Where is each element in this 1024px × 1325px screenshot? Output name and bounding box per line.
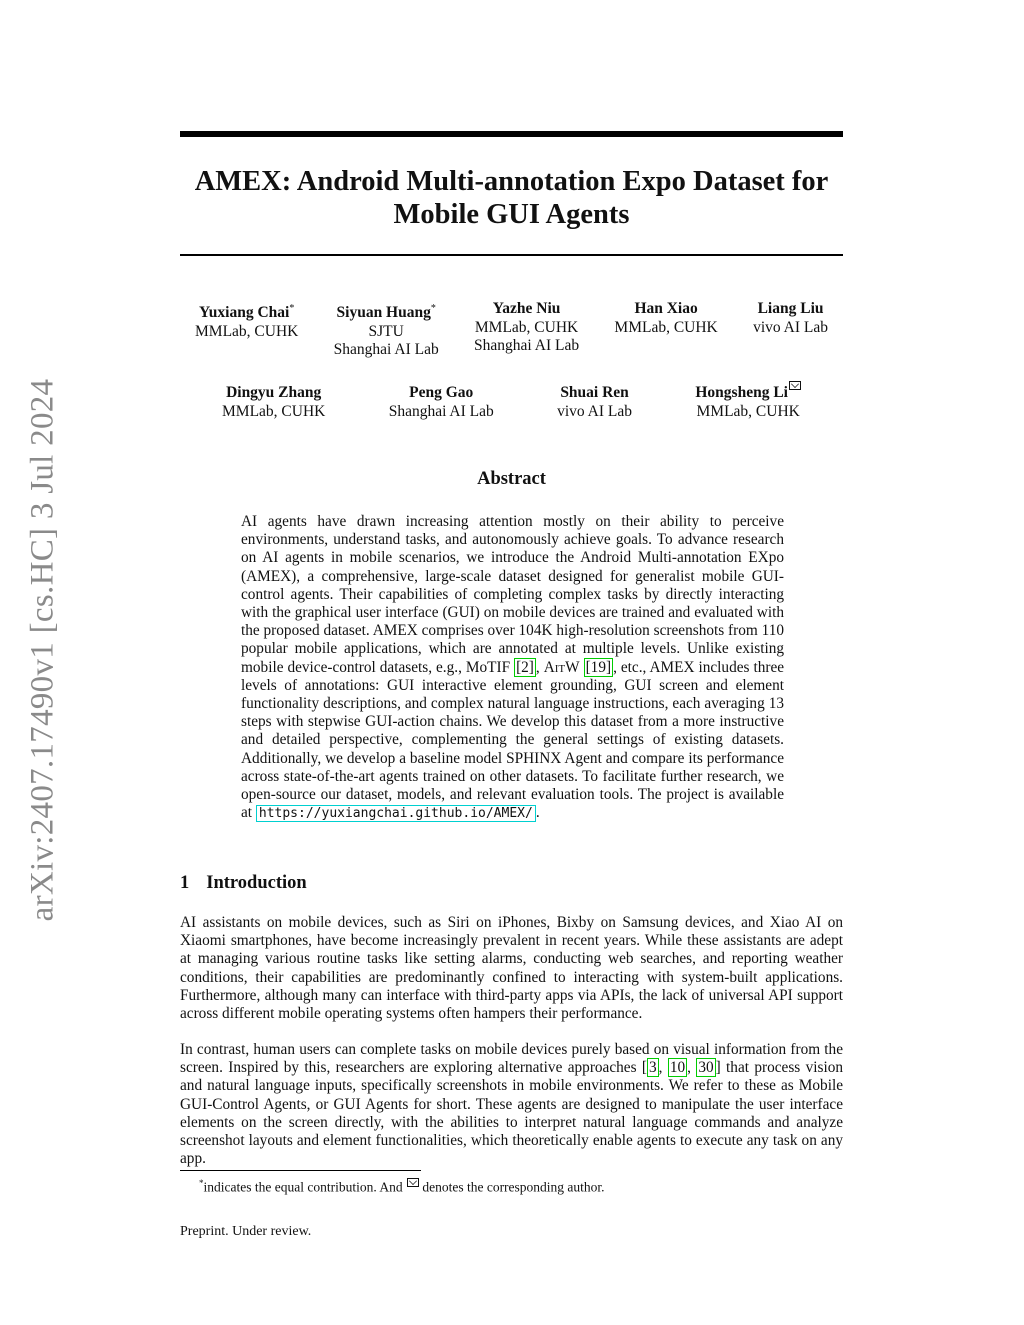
envelope-icon (789, 381, 801, 390)
author-name: Peng Gao (409, 384, 474, 401)
authors-row-1 (180, 300, 843, 360)
citation-link[interactable]: [2] (516, 658, 534, 676)
preprint-note: Preprint. Under review. (180, 1224, 312, 1239)
footnote-rule (180, 1170, 421, 1171)
abstract-heading: Abstract (477, 469, 546, 489)
author-affiliation: vivo AI Lab (557, 402, 633, 420)
author-affiliation: vivo AI Lab (753, 318, 828, 336)
citation-link[interactable]: 3 (648, 1059, 657, 1077)
author-block (195, 300, 298, 360)
author-block (753, 300, 828, 360)
citation-link[interactable]: 10 (669, 1059, 686, 1077)
author-block (695, 384, 801, 421)
author-affiliation: SJTU (368, 322, 404, 340)
author-affiliation: MMLab, CUHK (195, 322, 299, 340)
author-name: Han Xiao (634, 300, 698, 317)
equal-contribution-mark: * (430, 303, 436, 314)
author-affiliation: Shanghai AI Lab (333, 341, 439, 359)
project-url-link[interactable]: https://yuxiangchai.github.io/AMEX/ (256, 805, 536, 822)
author-block (474, 300, 579, 360)
section-title: Introduction (206, 873, 307, 893)
author-affiliation: MMLab, CUHK (222, 402, 326, 420)
author-name: Liang Liu (757, 300, 824, 317)
section-heading (180, 873, 307, 894)
title-top-rule (180, 131, 843, 137)
author-affiliation: MMLab, CUHK (614, 318, 718, 336)
footnote-mark: * (199, 1178, 204, 1188)
envelope-icon (407, 1178, 419, 1187)
abstract-text: AI agents have drawn increasing attention mostly on their ability to perceive environments, understand tasks, and autonomously achieve goals. To advance research on AI agents in mobile scenarios, we introduce the Android Multi-annotation EXpo (AMEX), a comprehensive, large-scale dataset designed for generalist mobile GUI-control agents. Their capabilities of completing complex tasks by directly interacting with the graphical user interface (GUI) on mobile devices are trained and evaluated with the proposed dataset. AMEX comprises over 104K high-resolution screenshots from 110 popular mobile applications, which are annotated at multiple levels. Unlike existing mobile device-control datasets, e.g., MoTIF [2] , AitW [19] , etc., AMEX includes three levels of annotations: GUI interactive element grounding, GUI screen and element functionality descriptions, and complex natural language instructions, each averaging 13 steps with stepwise GUI-action chains. We develop this dataset from a more instructive and detailed perspective, complementing the general settings of existing datasets. Additionally, we develop a baseline model SPHINX Agent and compare its performance across state-of-the-art agents trained on other datasets. To facilitate further research, we open-source our dataset, models, and relevant evaluation tools. The project is available at https://yuxiangchai.github.io/AMEX/ . (241, 513, 785, 822)
author-affiliation: Shanghai AI Lab (474, 337, 580, 354)
authors-row-2 (180, 384, 843, 421)
intro-paragraph-2: In contrast, human users can complete tasks on mobile devices purely based on visual information from the screen. Inspired by this, researchers are exploring alternative approaches [ 3 , 10 , 30 ] that process vision and natural language inputs, specifically screenshots in mobile environments. We refer to these as Mobile GUI-Control Agents, or GUI Agents for short. These agents are designed to manipulate the user interface elements on the screen directly, with the abilities to interpret natural language commands and analyze screenshot layouts and element functionalities, which theoretically enable agents to execute any task on any app. (180, 1041, 843, 1168)
citation-link[interactable]: [19] (585, 658, 612, 676)
title-bottom-rule (180, 254, 843, 256)
author-block (614, 300, 717, 360)
author-name: Yazhe Niu (492, 300, 561, 317)
equal-contribution-mark: * (289, 303, 295, 314)
aitw-name: AitW (543, 658, 580, 676)
author-name: Dingyu Zhang (226, 384, 322, 401)
footnote: *indicates the equal contribution. And denotes the corresponding author. (199, 1178, 605, 1195)
author-block (389, 384, 494, 421)
citation-link[interactable]: 30 (698, 1059, 714, 1077)
author-name: Siyuan Huang (336, 304, 431, 322)
author-block (334, 300, 439, 360)
arxiv-side-label: arXiv:2407.17490v1 [cs.HC] 3 Jul 2024 (24, 378, 61, 922)
author-block (222, 384, 325, 421)
paper-title: AMEX: Android Multi-annotation Expo Dataset for Mobile GUI Agents (194, 166, 829, 230)
author-name: Shuai Ren (560, 384, 629, 401)
author-name: Yuxiang Chai (199, 304, 290, 322)
author-affiliation: MMLab, CUHK (696, 402, 800, 420)
section-number: 1 (180, 873, 190, 893)
author-block (557, 384, 632, 421)
author-affiliation: Shanghai AI Lab (388, 402, 494, 420)
author-affiliation: MMLab, CUHK (474, 318, 579, 336)
intro-paragraph-1: AI assistants on mobile devices, such as Siri on iPhones, Bixby on Samsung devices, and Xiao AI on Xiaomi smartphones, have become increasingly prevalent in recent years. While these assistants are adept at managing various routine tasks like setting alarms, conducting web searches, and reporting weather conditions, their capabilities are predominantly confined to interacting with system-built applications. Furthermore, although many can interface with third-party apps via APIs, the lack of universal API support across different mobile operating systems often hampers their performance. (180, 914, 843, 1023)
author-name: Hongsheng Li (695, 384, 788, 401)
